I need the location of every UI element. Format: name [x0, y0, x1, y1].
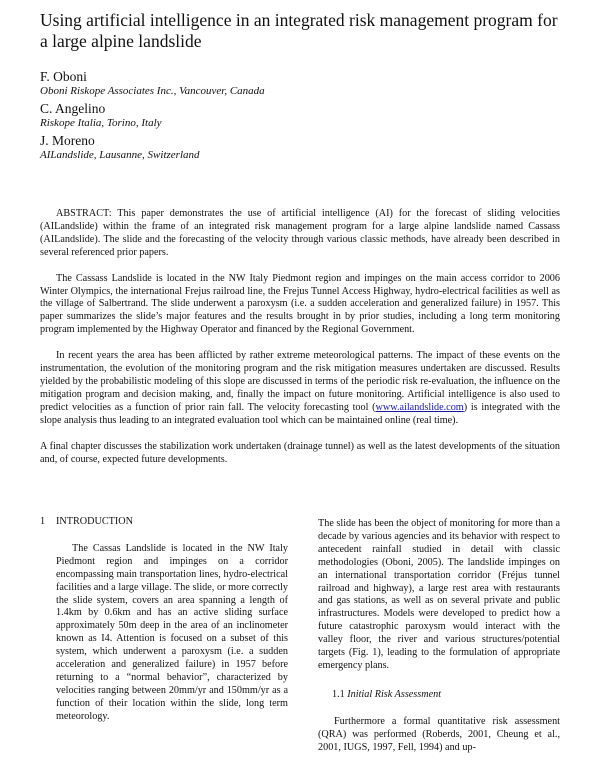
paragraph-text: ) is integrated with the slope analysis thus leading to an integrated evaluation tool which can be maintained online (real time). — [40, 401, 560, 426]
author-list — [40, 69, 440, 165]
body-paragraph-1: The Cassass Landslide is located in the NW Italy Piedmont region and impinges on the main access corridor to 2006 Winter Olympics, the international Frejus railroad line, the Frejus Tunnel Access Highway, hydro-electrical facilities as well as the village of Salbertrand. The slide underwent a paroxysm (i.e. a sudden acceleration and generalized failure) in 1957. This paper summarizes the slide’s major features and the results brought in by prior studies, including a long term monitoring program implemented by the Highway Operator and financed by the Regional Government. — [40, 272, 560, 336]
author-name: J. Moreno — [40, 133, 95, 148]
author-name: F. Oboni — [40, 69, 87, 84]
section-title: INTRODUCTION — [56, 516, 133, 527]
section-number: 1 — [40, 516, 46, 527]
subsection-heading — [332, 689, 560, 702]
website-link[interactable]: www.ailandslide.com — [375, 401, 464, 413]
body-paragraph-2 — [40, 350, 560, 427]
right-column — [318, 518, 560, 755]
paper-title: Using artificial intelligence in an integrated risk management program for a large alpine landslide — [40, 10, 558, 51]
subsection-title: Initial Risk Assessment — [347, 688, 442, 700]
subsection-number: 1.1 — [332, 688, 345, 700]
paragraph-text: In recent years the area has been afflicted by rather extreme meteorological patterns. The impact of these events on the instrumentation, the evolution of the monitoring program and the risk mitigation measures undertaken are discussed. Results yielded by the probabilistic modeling of this slope are discussed in terms of the periodic risk re-evaluation, the influence on the mitigation program and decision making, and, finally the impact on future monitoring. Artificial intelligence is also used to predict velocities as a function of prior rain fall. The velocity forecasting tool ( — [40, 350, 560, 413]
abstract-section — [40, 208, 560, 479]
author-name: C. Angelino — [40, 101, 106, 116]
intro-paragraph: The Cassas Landslide is located in the NW Italy Piedmont region and impinges on a corridor encompassing main transportation lines, hydro-electrical facilities and a large village. The slide, or more correctly the slide system, covers an area spanning a length of 1.4km by 0.6km and has an active sliding surface approximately 50m deep in the area of an inclinometer known as I4. Attention is focused on a subset of this system, which underwent a paroxysm (i.e. a sudden acceleration and generalized failure) in 1957 before returning to a “normal behavior”, characterized by velocities ranging between 20mm/yr and 150mm/yr as a function of their location within the slide, long term meteorology. — [56, 542, 288, 722]
left-column — [40, 516, 288, 724]
author-3 — [40, 133, 440, 162]
section-heading — [40, 516, 288, 529]
author-affiliation: AILandslide, Lausanne, Switzerland — [40, 149, 200, 161]
body-paragraph-3: A final chapter discusses the stabilization work undertaken (drainage tunnel) as well as the latest developments of the situation and, of course, expected future developments. — [40, 440, 560, 465]
author-1 — [40, 69, 440, 98]
intro-paragraph-continued: The slide has been the object of monitoring for more than a decade by various agencies and its behavior with respect to antecedent rainfall studied in detail with classic methodologies (Oboni, 2005). The landslide impinges on an international transportation corridor (Fréjus tunnel railroad and highway), a large rest area with restaurants and gas stations, as well as on several private and public infrastructures. Models were developed to predict how a future catastrophic paroxysm would interact with the valley floor, the river and various structures/potential targets (Fig. 1), leading to the formulation of appropriate emergency plans. — [318, 518, 560, 671]
abstract-paragraph: ABSTRACT: This paper demonstrates the use of artificial intelligence (AI) for the forecast of sliding velocities (AILandslide) within the frame of an integrated risk management program for a large alpine landslide named Cassass (AILandslide). The slide and the forecasting of the velocity through various classic methods, have already been described in several referenced prior papers. — [40, 208, 560, 258]
author-affiliation: Riskope Italia, Torino, Italy — [40, 117, 162, 129]
author-affiliation: Oboni Riskope Associates Inc., Vancouver, Canada — [40, 85, 265, 97]
author-2 — [40, 101, 440, 130]
subsection-paragraph: Furthermore a formal quantitative risk assessment (QRA) was performed (Roberds, 2001, Cheung et al., 2001, IUGS, 1997, Fell, 1994) and up- — [318, 715, 560, 753]
